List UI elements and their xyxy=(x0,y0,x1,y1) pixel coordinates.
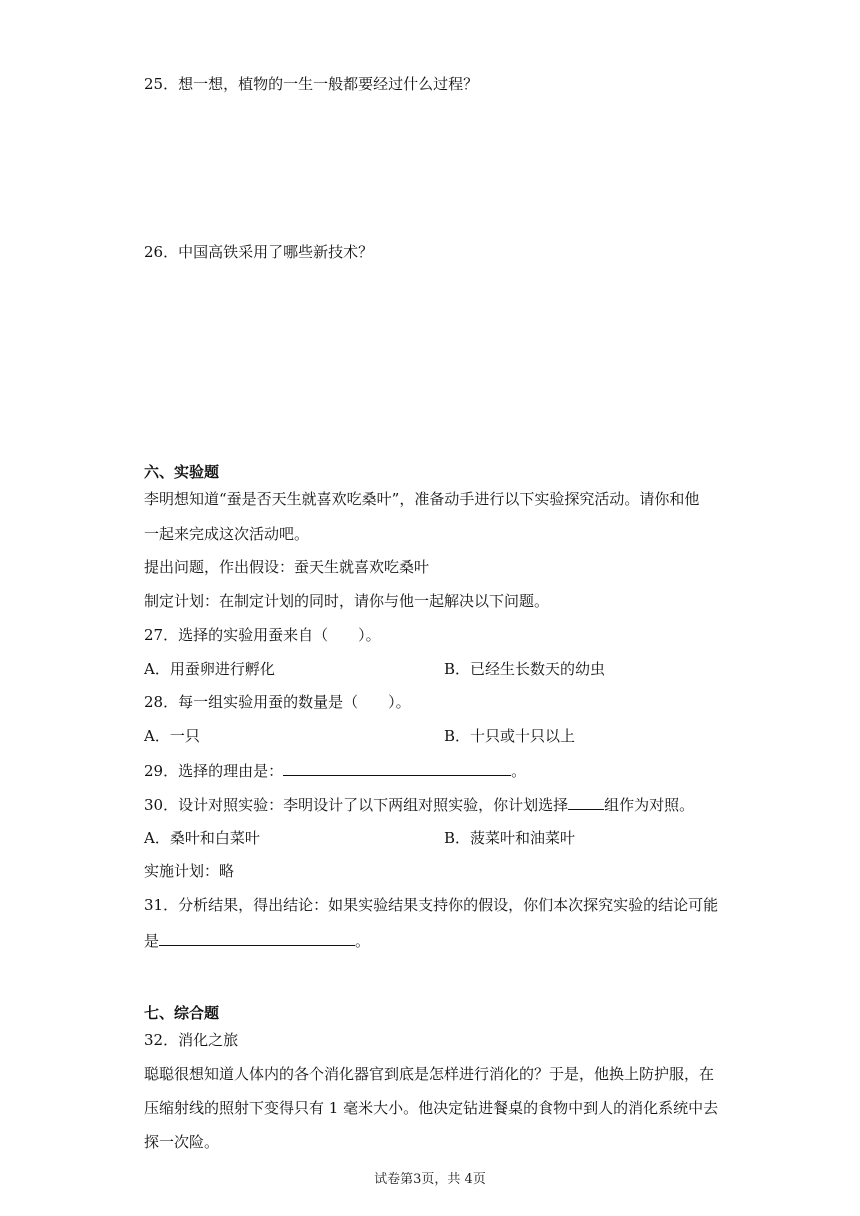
plan-text: 制定计划：在制定计划的同时，请你与他一起解决以下问题。 xyxy=(144,592,550,610)
question-31-end: 。 xyxy=(355,932,371,950)
question-30 xyxy=(144,794,694,815)
question-25: 25．想一想，植物的一生一般都要经过什么过程？ xyxy=(144,75,479,93)
question-29-end: 。 xyxy=(511,762,527,780)
question-28-option-a: A．一只 xyxy=(144,727,200,745)
question-30-option-b: B．菠菜叶和油菜叶 xyxy=(444,829,576,847)
question-28-option-b: B．十只或十只以上 xyxy=(444,727,576,745)
question-27-option-b: B．已经生长数天的幼虫 xyxy=(444,660,606,678)
question-31-line-1: 31．分析结果，得出结论：如果实验结果支持你的假设，你们本次探究实验的结论可能 xyxy=(144,896,719,914)
section-6-intro-line-1: 李明想知道“蚕是否天生就喜欢吃桑叶”，准备动手进行以下实验探究活动。请你和他 xyxy=(144,490,700,508)
question-29-text: 29．选择的理由是： xyxy=(144,762,284,780)
question-31-text: 是 xyxy=(144,932,160,950)
question-30-end: 组作为对照。 xyxy=(604,796,695,814)
page-footer: 试卷第3页，共 4页 xyxy=(374,1172,486,1187)
answer-blank-30[interactable] xyxy=(568,794,604,810)
question-31-line-2 xyxy=(144,930,370,951)
section-6-title: 六、实验题 xyxy=(144,463,220,481)
section-7-title: 七、综合题 xyxy=(144,1004,220,1022)
question-30-text: 30．设计对照实验：李明设计了以下两组对照实验，你计划选择 xyxy=(144,796,569,814)
question-30-option-a: A．桑叶和白菜叶 xyxy=(144,829,260,847)
question-26: 26．中国高铁采用了哪些新技术？ xyxy=(144,243,374,261)
question-29 xyxy=(144,760,526,781)
question-27: 27．选择的实验用蚕来自（ ）。 xyxy=(144,626,381,644)
question-32-paragraph-line-3: 探一次险。 xyxy=(144,1133,220,1151)
hypothesis-text: 提出问题，作出假设：蚕天生就喜欢吃桑叶 xyxy=(144,558,430,576)
question-27-option-a: A．用蚕卵进行孵化 xyxy=(144,660,275,678)
question-32: 32．消化之旅 xyxy=(144,1031,239,1049)
question-32-paragraph-line-1: 聪聪很想知道人体内的各个消化器官到底是怎样进行消化的？于是，他换上防护服，在 xyxy=(144,1065,715,1083)
question-32-paragraph-line-2: 压缩射线的照射下变得只有 1 毫米大小。他决定钻进餐桌的食物中到人的消化系统中去 xyxy=(144,1099,719,1117)
implement-text: 实施计划：略 xyxy=(144,862,235,880)
answer-blank-31[interactable] xyxy=(159,930,355,946)
question-28: 28．每一组实验用蚕的数量是（ ）。 xyxy=(144,693,411,711)
answer-blank-29[interactable] xyxy=(283,760,511,776)
section-6-intro-line-2: 一起来完成这次活动吧。 xyxy=(144,525,310,543)
